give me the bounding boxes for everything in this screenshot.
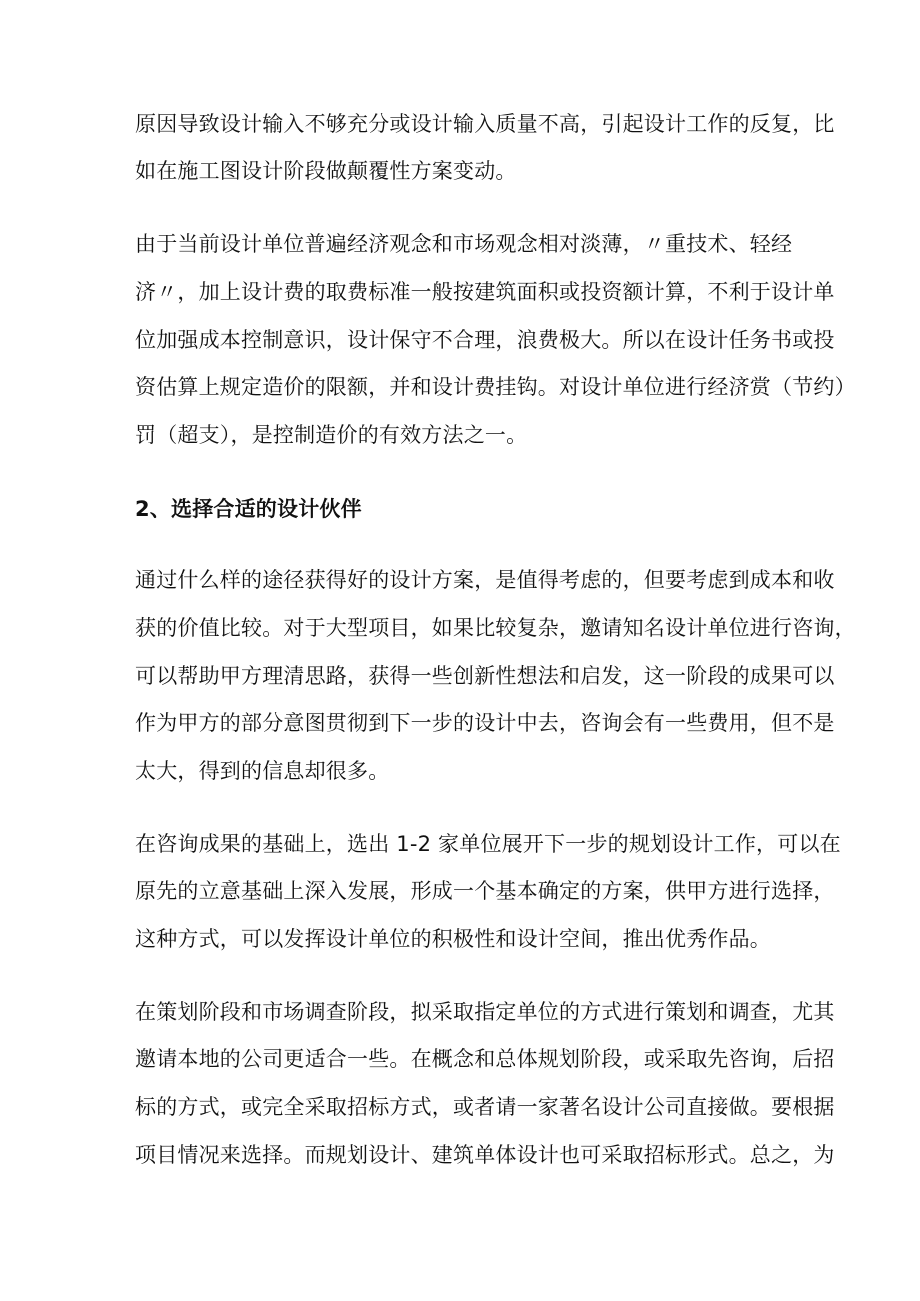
paragraph-1-line-2: 如在施工图设计阶段做颠覆性方案变动。 [135, 159, 517, 183]
paragraph-3-line-4: 作为甲方的部分意图贯彻到下一步的设计中去，咨询会有一些费用，但不是 [135, 711, 835, 735]
paragraph-3-line-2: 获的价值比较。对于大型项目，如果比较复杂，邀请知名设计单位进行咨询， [135, 616, 856, 640]
paragraph-4-line-2: 原先的立意基础上深入发展，形成一个基本确定的方案，供甲方进行选择， [135, 879, 835, 903]
paragraph-5-line-1: 在策划阶段和市场调查阶段，拟采取指定单位的方式进行策划和调查，尤其 [135, 1000, 835, 1024]
paragraph-4-line-3: 这种方式，可以发挥设计单位的积极性和设计空间，推出优秀作品。 [135, 927, 771, 951]
paragraph-5-line-3: 标的方式，或完全采取招标方式，或者请一家著名设计公司直接做。要根据 [135, 1095, 835, 1119]
paragraph-3-line-3: 可以帮助甲方理清思路，获得一些创新性想法和启发，这一阶段的成果可以 [135, 664, 835, 688]
paragraph-5-line-2: 邀请本地的公司更适合一些。在概念和总体规划阶段，或采取先咨询，后招 [135, 1047, 835, 1071]
paragraph-2-line-1: 由于当前设计单位普遍经济观念和市场观念相对淡薄，〃重技术、轻经 [135, 232, 793, 256]
paragraph-2-line-4: 资估算上规定造价的限额，并和设计费挂钩。对设计单位进行经济赏（节约） [135, 375, 856, 399]
paragraph-5-line-4: 项目情况来选择。而规划设计、建筑单体设计也可采取招标形式。总之，为 [135, 1143, 835, 1167]
paragraph-2-line-2: 济〃，加上设计费的取费标准一般按建筑面积或投资额计算，不利于设计单 [135, 280, 835, 304]
paragraph-2-line-5: 罚（超支），是控制造价的有效方法之一。 [135, 423, 528, 447]
paragraph-1-line-1: 原因导致设计输入不够充分或设计输入质量不高，引起设计工作的反复，比 [135, 112, 835, 136]
paragraph-4-line-1: 在咨询成果的基础上，选出 1-2 家单位展开下一步的规划设计工作，可以在 [135, 832, 841, 856]
paragraph-2-line-3: 位加强成本控制意识，设计保守不合理，浪费极大。所以在设计任务书或投 [135, 328, 835, 352]
paragraph-3-line-5: 太大，得到的信息却很多。 [135, 759, 390, 783]
paragraph-3-line-1: 通过什么样的途径获得好的设计方案，是值得考虑的，但要考虑到成本和收 [135, 568, 835, 592]
section-heading: 2、选择合适的设计伙伴 [135, 497, 362, 521]
